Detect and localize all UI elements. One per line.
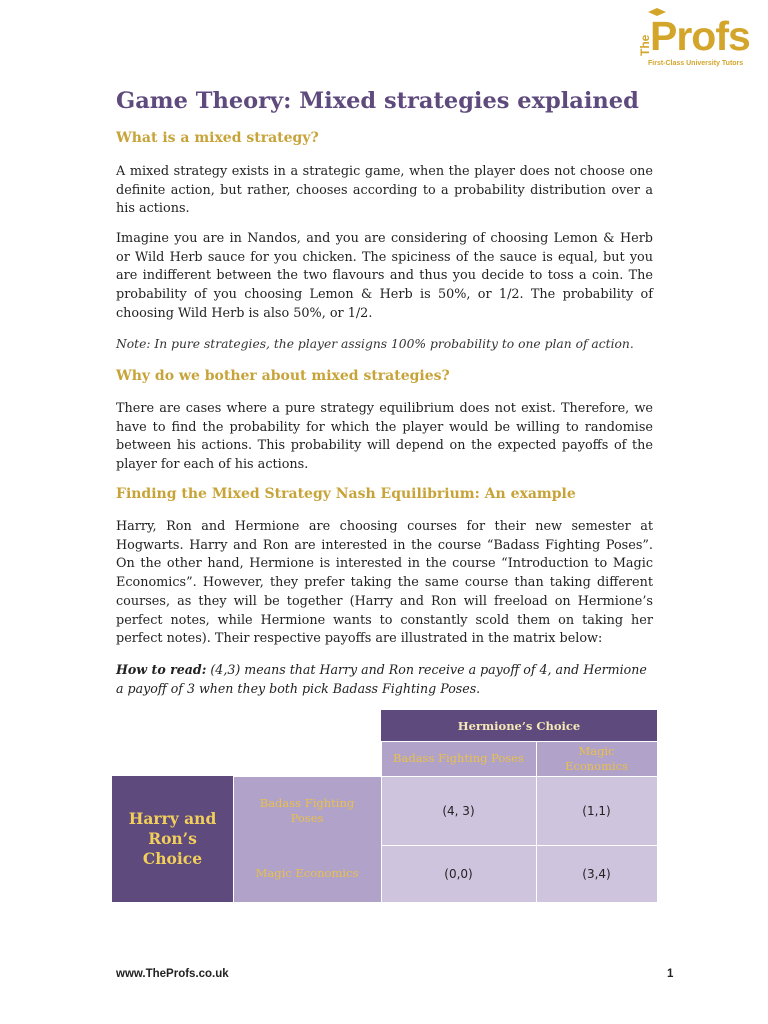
row-header-magic	[233, 845, 381, 902]
payoff-cell-r2c1	[381, 845, 536, 902]
grid-line	[233, 776, 657, 777]
payoff-matrix	[112, 710, 657, 902]
page-number: 1	[667, 968, 674, 980]
footer-website-link[interactable]: www.TheProfs.co.uk	[116, 968, 229, 980]
payoff-value-r1c1: (4, 3)	[442, 803, 475, 818]
paragraph-nandos-example: Imagine you are in Nandos, and you are considering of choosing Lemon & Herb or Wild Herb sauce for you chicken. The spiciness of the sauce is equal, but you are indifferent between the two flavours and thus you decide to toss a coin. The probability of you choosing Lemon & Herb is 50%, or 1/2. The probability of choosing Wild Herb is also 50%, or 1/2.	[116, 231, 653, 321]
section-heading-example: Finding the Mixed Strategy Nash Equilibrium: An example	[116, 486, 576, 502]
grid-line	[381, 845, 657, 846]
note-pure-strategies: Note: In pure strategies, the player assigns 100% probability to one plan of action.	[116, 337, 634, 351]
how-to-read-label: How to read:	[116, 662, 207, 677]
column-player-label: Hermione’s Choice	[457, 718, 581, 733]
the-profs-logo	[634, 14, 756, 76]
section-heading-why: Why do we bother about mixed strategies?	[116, 368, 450, 384]
logo-name: Profs	[650, 13, 750, 59]
column-label-badass: Badass Fighting Poses	[393, 751, 524, 765]
row-label-magic: Magic Economics	[255, 866, 359, 880]
section-heading-what-is: What is a mixed strategy?	[116, 130, 319, 146]
logo-prefix: The	[638, 34, 652, 56]
column-header-badass	[381, 741, 536, 776]
payoff-cell-r1c1	[381, 776, 536, 845]
paragraph-why: There are cases where a pure strategy equilibrium does not exist. Therefore, we have to find the probability for which the player would be willing to randomise between his actions. This probability will depend on the expected payoffs of the player for each of his actions.	[116, 401, 653, 473]
column-player-header	[381, 710, 657, 741]
grid-line	[536, 741, 537, 902]
how-to-read-note	[116, 661, 656, 698]
payoff-value-r1c2: (1,1)	[582, 803, 611, 818]
paragraph-hogwarts-example: Harry, Ron and Hermione are choosing courses for their new semester at Hogwarts. Harry and Ron are interested in the course “Badass Fighting Poses”. On the other hand, Hermione is interested in the course “Introduction to Magic Economics”. However, they prefer taking the same course than taking different courses, as they will be together (Harry and Ron will freeload on Hermione’s perfect notes, while Hermione wants to constantly scold them on taking her perfect notes). Their respective payoffs are illustrated in the matrix below:	[116, 519, 653, 647]
payoff-cell-r2c2	[536, 845, 657, 902]
payoff-value-r2c2: (3,4)	[582, 866, 611, 881]
payoff-cell-r1c2	[536, 776, 657, 845]
column-header-magic	[536, 741, 657, 776]
grid-line	[381, 741, 382, 902]
row-player-header	[112, 776, 233, 902]
how-to-read-text: (4,3) means that Harry and Ron receive a payoff of 4, and Hermione a payoff of 3 when they both pick Badass Fighting Poses.	[116, 662, 647, 696]
page-title: Game Theory: Mixed strategies explained	[116, 88, 639, 114]
payoff-value-r2c1: (0,0)	[444, 866, 473, 881]
row-label-badass: Badass Fighting Poses	[259, 795, 355, 825]
logo-tagline: First-Class University Tutors	[648, 60, 744, 67]
row-player-label: Harry and Ron’s Choice	[128, 809, 217, 868]
column-label-magic: Magic Economics	[564, 743, 628, 773]
grid-line	[233, 776, 234, 902]
row-header-badass	[233, 776, 381, 845]
paragraph-definition: A mixed strategy exists in a strategic game, when the player does not choose one definite action, but rather, chooses according to a probability distribution over a his actions.	[116, 164, 653, 217]
grid-line	[381, 741, 657, 742]
